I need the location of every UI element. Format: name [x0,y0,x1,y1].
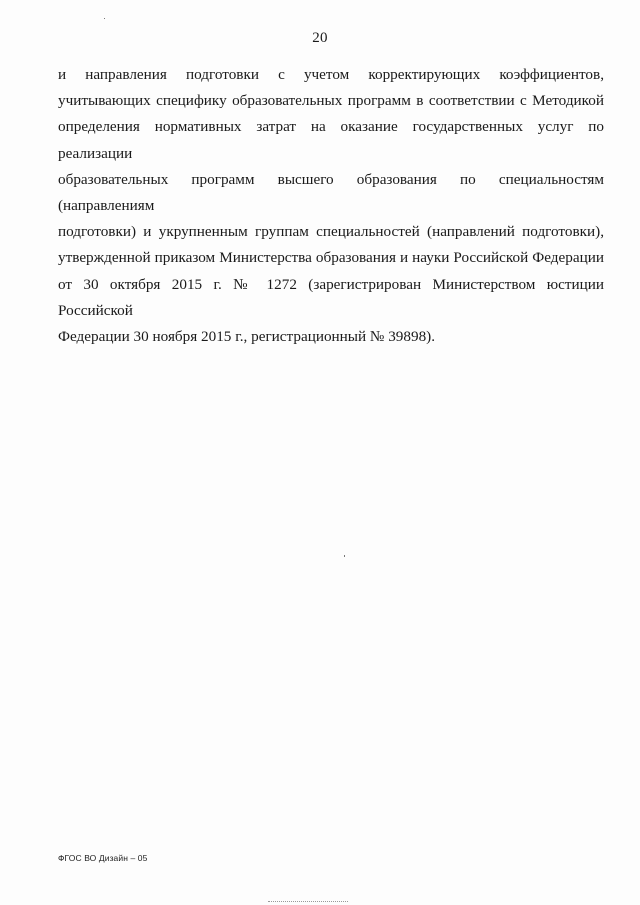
footer-code: ФГОС ВО Дизайн – 05 [58,853,148,863]
paragraph [58,62,604,350]
paragraph-line-7: от 30 октября 2015 г. № 1272 (зарегистрирован Министерством юстиции Российской [58,275,604,319]
scan-speck [344,555,345,557]
paragraph-line-3: определения нормативных затрат на оказание государственных услуг по реализации [58,118,604,162]
paragraph-line-2: учитывающих специфику образовательных программ в соответствии с Методикой [58,92,604,110]
paragraph-line-1: и направления подготовки с учетом корректирующих коэффициентов, [58,66,604,83]
paragraph-line-4: образовательных программ высшего образования по специальностям (направлениям [58,170,604,215]
scan-edge-marks [268,901,348,903]
page-number: 20 [312,30,328,46]
paragraph-line-8: Федерации 30 ноября 2015 г., регистрационный № 39898). [58,328,436,346]
paragraph-line-5: подготовки) и укрупненным группам специальностей (направлений подготовки), [58,223,604,241]
scan-speck [104,18,105,19]
paragraph-line-6: утвержденной приказом Министерства образования и науки Российской Федерации [58,249,604,267]
